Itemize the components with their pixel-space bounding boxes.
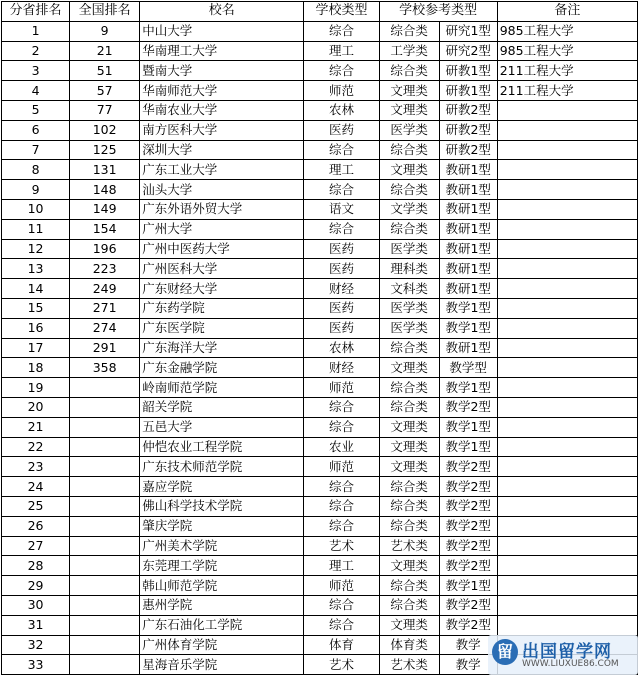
- reference-type-cell: 综合类: [379, 378, 439, 398]
- reference-type-cell: 综合类: [379, 140, 439, 160]
- province-rank-cell: 6: [2, 120, 70, 140]
- national-rank-cell: 154: [70, 219, 140, 239]
- school-type-cell: 综合: [304, 140, 379, 160]
- table-row: [2, 576, 638, 596]
- national-rank-cell: [70, 417, 140, 437]
- school-type-cell: 师范: [304, 81, 379, 101]
- school-type-cell: 体育: [304, 635, 379, 655]
- remarks-cell: [497, 496, 637, 516]
- remarks-cell: [497, 219, 637, 239]
- reference-type-cell: 综合类: [379, 595, 439, 615]
- school-type-cell: 医药: [304, 318, 379, 338]
- reference-type-cell: 文学类: [379, 199, 439, 219]
- reference-type-cell: 综合类: [379, 219, 439, 239]
- national-rank-cell: 274: [70, 318, 140, 338]
- national-rank-cell: [70, 655, 140, 675]
- province-rank-cell: 15: [2, 298, 70, 318]
- reference-type-cell: 艺术类: [379, 655, 439, 675]
- province-rank-cell: 29: [2, 576, 70, 596]
- national-rank-cell: [70, 576, 140, 596]
- school-type-cell: 综合: [304, 61, 379, 81]
- province-rank-cell: 28: [2, 556, 70, 576]
- remarks-cell: [497, 199, 637, 219]
- reference-type-cell: 文理类: [379, 160, 439, 180]
- reference-type-cell: 文理类: [379, 100, 439, 120]
- remarks-cell: 985工程大学: [497, 21, 637, 41]
- province-rank-cell: 11: [2, 219, 70, 239]
- province-rank-cell: 19: [2, 378, 70, 398]
- category-type-cell: 教学2型: [439, 536, 497, 556]
- national-rank-cell: [70, 378, 140, 398]
- school-type-cell: 医药: [304, 120, 379, 140]
- school-type-cell: 师范: [304, 378, 379, 398]
- category-type-cell: 教学1型: [439, 378, 497, 398]
- school-name-cell: 广州大学: [140, 219, 304, 239]
- national-rank-cell: [70, 437, 140, 457]
- national-rank-cell: 57: [70, 81, 140, 101]
- school-name-cell: 仲恺农业工程学院: [140, 437, 304, 457]
- province-rank-cell: 21: [2, 417, 70, 437]
- school-type-cell: 综合: [304, 595, 379, 615]
- school-name-cell: 广东财经大学: [140, 279, 304, 299]
- reference-type-cell: 综合类: [379, 338, 439, 358]
- category-type-cell: 教学1型: [439, 437, 497, 457]
- remarks-cell: [497, 140, 637, 160]
- province-rank-cell: 24: [2, 477, 70, 497]
- school-type-cell: 综合: [304, 397, 379, 417]
- header-reference-type: 学校参考类型: [379, 2, 497, 22]
- table-row: [2, 81, 638, 101]
- reference-type-cell: 医学类: [379, 298, 439, 318]
- remarks-cell: [497, 615, 637, 635]
- category-type-cell: 教研1型: [439, 199, 497, 219]
- category-type-cell: 教研1型: [439, 180, 497, 200]
- remarks-cell: [497, 576, 637, 596]
- category-type-cell: 教研1型: [439, 259, 497, 279]
- category-type-cell: 教学2型: [439, 397, 497, 417]
- school-name-cell: 广东石油化工学院: [140, 615, 304, 635]
- category-type-cell: 研教2型: [439, 140, 497, 160]
- national-rank-cell: 249: [70, 279, 140, 299]
- category-type-cell: 教学: [439, 655, 497, 675]
- school-name-cell: 深圳大学: [140, 140, 304, 160]
- school-type-cell: 农业: [304, 437, 379, 457]
- category-type-cell: 教学: [439, 635, 497, 655]
- category-type-cell: 教学1型: [439, 417, 497, 437]
- province-rank-cell: 13: [2, 259, 70, 279]
- province-rank-cell: 1: [2, 21, 70, 41]
- school-name-cell: 广东金融学院: [140, 358, 304, 378]
- reference-type-cell: 体育类: [379, 635, 439, 655]
- national-rank-cell: 358: [70, 358, 140, 378]
- table-row: [2, 199, 638, 219]
- category-type-cell: 教学2型: [439, 477, 497, 497]
- category-type-cell: 研教2型: [439, 100, 497, 120]
- header-school-type: 学校类型: [304, 2, 379, 22]
- table-row: [2, 219, 638, 239]
- category-type-cell: 教学1型: [439, 318, 497, 338]
- remarks-cell: [497, 160, 637, 180]
- ranking-table: [1, 1, 638, 675]
- table-row: [2, 477, 638, 497]
- table-body: [2, 21, 638, 674]
- table-row: [2, 536, 638, 556]
- school-name-cell: 华南师范大学: [140, 81, 304, 101]
- reference-type-cell: 综合类: [379, 496, 439, 516]
- school-type-cell: 理工: [304, 41, 379, 61]
- category-type-cell: 研教1型: [439, 81, 497, 101]
- category-type-cell: 教学2型: [439, 615, 497, 635]
- category-type-cell: 教学1型: [439, 576, 497, 596]
- reference-type-cell: 综合类: [379, 477, 439, 497]
- national-rank-cell: [70, 556, 140, 576]
- reference-type-cell: 综合类: [379, 397, 439, 417]
- header-row: [2, 2, 638, 22]
- table-row: [2, 298, 638, 318]
- national-rank-cell: [70, 477, 140, 497]
- national-rank-cell: 291: [70, 338, 140, 358]
- reference-type-cell: 文理类: [379, 437, 439, 457]
- remarks-cell: [497, 120, 637, 140]
- table-row: [2, 378, 638, 398]
- national-rank-cell: [70, 496, 140, 516]
- remarks-cell: [497, 239, 637, 259]
- school-type-cell: 综合: [304, 417, 379, 437]
- reference-type-cell: 文理类: [379, 556, 439, 576]
- province-rank-cell: 23: [2, 457, 70, 477]
- watermark-url: WWW.LIUXUE86.COM: [522, 659, 619, 669]
- reference-type-cell: 综合类: [379, 61, 439, 81]
- school-type-cell: 财经: [304, 358, 379, 378]
- table-row: [2, 61, 638, 81]
- national-rank-cell: [70, 397, 140, 417]
- reference-type-cell: 综合类: [379, 180, 439, 200]
- school-type-cell: 师范: [304, 457, 379, 477]
- school-name-cell: 嘉应学院: [140, 477, 304, 497]
- table-row: [2, 279, 638, 299]
- province-rank-cell: 8: [2, 160, 70, 180]
- reference-type-cell: 综合类: [379, 576, 439, 596]
- province-rank-cell: 27: [2, 536, 70, 556]
- national-rank-cell: 271: [70, 298, 140, 318]
- province-rank-cell: 32: [2, 635, 70, 655]
- remarks-cell: [497, 358, 637, 378]
- table-row: [2, 358, 638, 378]
- site-watermark: [488, 635, 638, 675]
- national-rank-cell: [70, 536, 140, 556]
- national-rank-cell: [70, 457, 140, 477]
- table-row: [2, 318, 638, 338]
- remarks-cell: [497, 536, 637, 556]
- national-rank-cell: 77: [70, 100, 140, 120]
- table-row: [2, 496, 638, 516]
- school-name-cell: 广东工业大学: [140, 160, 304, 180]
- school-name-cell: 广州体育学院: [140, 635, 304, 655]
- school-name-cell: 华南农业大学: [140, 100, 304, 120]
- school-type-cell: 综合: [304, 180, 379, 200]
- national-rank-cell: 51: [70, 61, 140, 81]
- reference-type-cell: 艺术类: [379, 536, 439, 556]
- school-name-cell: 五邑大学: [140, 417, 304, 437]
- school-name-cell: 中山大学: [140, 21, 304, 41]
- header-province-rank: 分省排名: [2, 2, 70, 22]
- school-name-cell: 广东医学院: [140, 318, 304, 338]
- remarks-cell: [497, 298, 637, 318]
- province-rank-cell: 30: [2, 595, 70, 615]
- table-row: [2, 259, 638, 279]
- table-row: [2, 615, 638, 635]
- school-name-cell: 肇庆学院: [140, 516, 304, 536]
- province-rank-cell: 10: [2, 199, 70, 219]
- school-name-cell: 东莞理工学院: [140, 556, 304, 576]
- province-rank-cell: 12: [2, 239, 70, 259]
- school-type-cell: 理工: [304, 556, 379, 576]
- school-type-cell: 师范: [304, 576, 379, 596]
- remarks-cell: [497, 318, 637, 338]
- school-type-cell: 理工: [304, 160, 379, 180]
- table-row: [2, 21, 638, 41]
- school-name-cell: 惠州学院: [140, 595, 304, 615]
- national-rank-cell: [70, 635, 140, 655]
- reference-type-cell: 综合类: [379, 516, 439, 536]
- globe-logo-icon: 留: [492, 639, 518, 665]
- category-type-cell: 教学2型: [439, 556, 497, 576]
- school-type-cell: 艺术: [304, 536, 379, 556]
- province-rank-cell: 14: [2, 279, 70, 299]
- reference-type-cell: 文理类: [379, 417, 439, 437]
- table-row: [2, 417, 638, 437]
- category-type-cell: 研教2型: [439, 120, 497, 140]
- reference-type-cell: 理科类: [379, 259, 439, 279]
- reference-type-cell: 文理类: [379, 81, 439, 101]
- category-type-cell: 教学2型: [439, 595, 497, 615]
- school-type-cell: 综合: [304, 496, 379, 516]
- reference-type-cell: 医学类: [379, 239, 439, 259]
- school-name-cell: 佛山科学技术学院: [140, 496, 304, 516]
- school-type-cell: 医药: [304, 259, 379, 279]
- province-rank-cell: 3: [2, 61, 70, 81]
- school-type-cell: 艺术: [304, 655, 379, 675]
- school-name-cell: 广东海洋大学: [140, 338, 304, 358]
- remarks-cell: [497, 516, 637, 536]
- national-rank-cell: 196: [70, 239, 140, 259]
- table-row: [2, 338, 638, 358]
- province-rank-cell: 18: [2, 358, 70, 378]
- remarks-cell: [497, 556, 637, 576]
- remarks-cell: [497, 477, 637, 497]
- province-rank-cell: 2: [2, 41, 70, 61]
- school-type-cell: 综合: [304, 516, 379, 536]
- remarks-cell: [497, 279, 637, 299]
- category-type-cell: 教学型: [439, 358, 497, 378]
- school-name-cell: 华南理工大学: [140, 41, 304, 61]
- school-name-cell: 岭南师范学院: [140, 378, 304, 398]
- remarks-cell: 211工程大学: [497, 81, 637, 101]
- category-type-cell: 教学2型: [439, 516, 497, 536]
- category-type-cell: 教学2型: [439, 457, 497, 477]
- national-rank-cell: 102: [70, 120, 140, 140]
- national-rank-cell: [70, 595, 140, 615]
- category-type-cell: 教研1型: [439, 338, 497, 358]
- school-name-cell: 广州中医药大学: [140, 239, 304, 259]
- school-type-cell: 综合: [304, 477, 379, 497]
- national-rank-cell: 125: [70, 140, 140, 160]
- province-rank-cell: 16: [2, 318, 70, 338]
- province-rank-cell: 4: [2, 81, 70, 101]
- national-rank-cell: [70, 615, 140, 635]
- remarks-cell: [497, 397, 637, 417]
- remarks-cell: [497, 338, 637, 358]
- school-name-cell: 广州美术学院: [140, 536, 304, 556]
- category-type-cell: 教研1型: [439, 279, 497, 299]
- table-row: [2, 41, 638, 61]
- table-row: [2, 516, 638, 536]
- header-school-name: 校名: [140, 2, 304, 22]
- reference-type-cell: 综合类: [379, 21, 439, 41]
- school-type-cell: 综合: [304, 21, 379, 41]
- school-name-cell: 汕头大学: [140, 180, 304, 200]
- national-rank-cell: 131: [70, 160, 140, 180]
- province-rank-cell: 17: [2, 338, 70, 358]
- school-type-cell: 农林: [304, 338, 379, 358]
- school-type-cell: 医药: [304, 239, 379, 259]
- header-national-rank: 全国排名: [70, 2, 140, 22]
- school-name-cell: 南方医科大学: [140, 120, 304, 140]
- reference-type-cell: 医学类: [379, 318, 439, 338]
- school-type-cell: 财经: [304, 279, 379, 299]
- reference-type-cell: 文理类: [379, 615, 439, 635]
- remarks-cell: [497, 259, 637, 279]
- remarks-cell: 985工程大学: [497, 41, 637, 61]
- table-row: [2, 100, 638, 120]
- remarks-cell: [497, 100, 637, 120]
- school-type-cell: 综合: [304, 615, 379, 635]
- school-name-cell: 韩山师范学院: [140, 576, 304, 596]
- remarks-cell: [497, 180, 637, 200]
- category-type-cell: 研教1型: [439, 61, 497, 81]
- table-row: [2, 457, 638, 477]
- province-rank-cell: 22: [2, 437, 70, 457]
- reference-type-cell: 文科类: [379, 279, 439, 299]
- reference-type-cell: 医学类: [379, 120, 439, 140]
- header-remarks: 备注: [497, 2, 637, 22]
- table-row: [2, 160, 638, 180]
- category-type-cell: 研究1型: [439, 21, 497, 41]
- table-row: [2, 437, 638, 457]
- province-rank-cell: 7: [2, 140, 70, 160]
- table-row: [2, 120, 638, 140]
- school-name-cell: 广东药学院: [140, 298, 304, 318]
- table-row: [2, 556, 638, 576]
- table-row: [2, 595, 638, 615]
- national-rank-cell: 148: [70, 180, 140, 200]
- watermark-title: 出国留学网: [522, 642, 612, 662]
- national-rank-cell: 149: [70, 199, 140, 219]
- school-name-cell: 韶关学院: [140, 397, 304, 417]
- province-rank-cell: 26: [2, 516, 70, 536]
- province-rank-cell: 33: [2, 655, 70, 675]
- school-name-cell: 星海音乐学院: [140, 655, 304, 675]
- reference-type-cell: 文理类: [379, 457, 439, 477]
- school-type-cell: 医药: [304, 298, 379, 318]
- remarks-cell: [497, 378, 637, 398]
- remarks-cell: [497, 417, 637, 437]
- school-type-cell: 语文: [304, 199, 379, 219]
- national-rank-cell: 223: [70, 259, 140, 279]
- remarks-cell: [497, 457, 637, 477]
- province-rank-cell: 9: [2, 180, 70, 200]
- remarks-cell: [497, 437, 637, 457]
- category-type-cell: 教研1型: [439, 160, 497, 180]
- school-type-cell: 农林: [304, 100, 379, 120]
- table-row: [2, 239, 638, 259]
- category-type-cell: 教研1型: [439, 219, 497, 239]
- national-rank-cell: 9: [70, 21, 140, 41]
- category-type-cell: 教学2型: [439, 496, 497, 516]
- remarks-cell: [497, 595, 637, 615]
- province-rank-cell: 5: [2, 100, 70, 120]
- category-type-cell: 教研1型: [439, 239, 497, 259]
- category-type-cell: 研究2型: [439, 41, 497, 61]
- school-name-cell: 暨南大学: [140, 61, 304, 81]
- school-type-cell: 综合: [304, 219, 379, 239]
- table-row: [2, 180, 638, 200]
- school-name-cell: 广东外语外贸大学: [140, 199, 304, 219]
- table-row: [2, 140, 638, 160]
- reference-type-cell: 工学类: [379, 41, 439, 61]
- reference-type-cell: 文理类: [379, 358, 439, 378]
- province-rank-cell: 20: [2, 397, 70, 417]
- category-type-cell: 教学1型: [439, 298, 497, 318]
- school-name-cell: 广州医科大学: [140, 259, 304, 279]
- province-rank-cell: 25: [2, 496, 70, 516]
- school-name-cell: 广东技术师范学院: [140, 457, 304, 477]
- remarks-cell: 211工程大学: [497, 61, 637, 81]
- national-rank-cell: 21: [70, 41, 140, 61]
- province-rank-cell: 31: [2, 615, 70, 635]
- table-row: [2, 397, 638, 417]
- national-rank-cell: [70, 516, 140, 536]
